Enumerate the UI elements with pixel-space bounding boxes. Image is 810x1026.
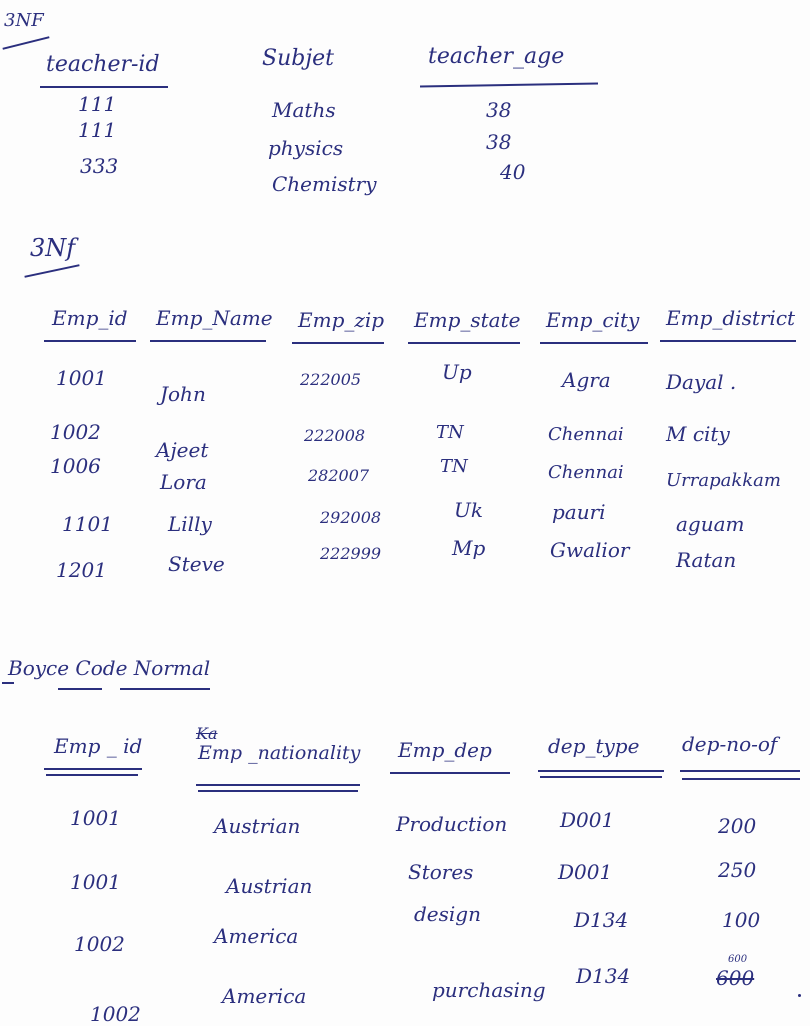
header-emp-dep: Emp_dep (398, 738, 492, 762)
cell-emp-dep: Stores (408, 860, 474, 884)
cell-dep-type: D134 (574, 908, 629, 932)
cell-teacher-age: 38 (486, 130, 512, 154)
cell-dep-type: D134 (576, 964, 631, 988)
cell-teacher-id: 333 (80, 154, 119, 178)
cell-emp-city: Chennai (548, 424, 624, 445)
header-emp-nationality: Emp _nationality (198, 742, 361, 764)
cell-emp-district: Dayal . (666, 370, 737, 394)
cell-emp-district: Ratan (676, 548, 737, 572)
cell-emp-id: 1001 (70, 806, 121, 830)
cell-emp-id: 1001 (56, 366, 107, 390)
cell-dep-type: D001 (558, 860, 613, 884)
cell-emp-zip: 222008 (304, 426, 366, 445)
title-underline (2, 36, 49, 50)
cell-teacher-age: 38 (486, 98, 512, 122)
cell-emp-name: John (160, 382, 206, 406)
cell-emp-dep: Production (396, 812, 508, 836)
header-emp-id: Emp_id (52, 306, 128, 330)
cell-dep-no: 100 (722, 908, 761, 932)
cell-emp-nationality: America (222, 984, 307, 1008)
cell-subject: Chemistry (272, 172, 377, 196)
cell-emp-dep: design (414, 902, 481, 926)
header-underline (44, 340, 136, 342)
cell-emp-id: 1006 (50, 454, 101, 478)
header-underline (540, 776, 662, 778)
header-underline (420, 82, 598, 87)
cell-emp-name: Lilly (168, 512, 212, 536)
header-underline (390, 772, 510, 774)
cell-emp-nationality: Austrian (226, 874, 313, 898)
header-emp-city: Emp_city (546, 308, 640, 332)
cell-emp-dep: purchasing (432, 978, 546, 1002)
cell-emp-nationality: Austrian (214, 814, 301, 838)
section-title: 3Nf (30, 234, 76, 262)
cell-emp-zip: 282007 (308, 466, 370, 485)
header-underline (408, 342, 520, 344)
header-emp-id: Emp _ id (54, 734, 143, 758)
struck-word: Ka (196, 724, 218, 743)
header-underline (680, 770, 800, 772)
header-underline (682, 778, 800, 780)
correction-note: 600 (728, 954, 748, 965)
cell-emp-city: Gwalior (550, 538, 630, 562)
cell-emp-city: Agra (562, 368, 611, 392)
header-emp-zip: Emp_zip (298, 308, 385, 332)
header-emp-district: Emp_district (666, 306, 796, 330)
cell-emp-nationality: America (214, 924, 299, 948)
cell-emp-state: Up (442, 360, 472, 384)
header-underline (46, 774, 138, 776)
ink-dot (798, 994, 801, 997)
cell-emp-district: aguam (676, 512, 745, 536)
header-underline (196, 784, 360, 786)
header-emp-state: Emp_state (414, 308, 521, 332)
cell-emp-district: M city (666, 422, 730, 446)
header-underline (660, 340, 796, 342)
header-underline (40, 86, 168, 88)
cell-emp-name: Ajeet (156, 438, 209, 462)
header-dep-no-of: dep-no-of (682, 732, 778, 756)
header-underline (292, 342, 384, 344)
cell-teacher-id: 111 (78, 92, 117, 116)
cell-teacher-age: 40 (500, 160, 526, 184)
cell-emp-id: 1201 (56, 558, 107, 582)
cell-emp-name: Steve (168, 552, 225, 576)
cell-dep-no: 600 (716, 966, 755, 990)
cell-emp-zip: 292008 (320, 508, 382, 527)
title-underline (58, 688, 102, 690)
cell-emp-state: TN (440, 456, 468, 477)
cell-dep-no: 250 (718, 858, 757, 882)
header-emp-name: Emp_Name (156, 306, 273, 330)
title-underline (2, 682, 14, 684)
cell-emp-city: pauri (552, 500, 606, 524)
header-underline (538, 770, 664, 772)
cell-emp-id: 1002 (74, 932, 125, 956)
cell-subject: physics (268, 136, 344, 160)
title-underline (24, 264, 79, 278)
cell-dep-no: 200 (718, 814, 757, 838)
header-subject: Subjet (262, 46, 335, 71)
cell-emp-state: Mp (452, 536, 486, 560)
cell-emp-state: TN (436, 422, 464, 443)
header-dep-type: dep_type (548, 734, 640, 758)
header-teacher-id: teacher-id (46, 52, 160, 77)
cell-teacher-id: 111 (78, 118, 117, 142)
cell-emp-state: Uk (454, 498, 483, 522)
header-teacher-age: teacher_age (428, 44, 565, 69)
cell-subject: Maths (272, 98, 336, 122)
cell-emp-id: 1002 (90, 1002, 141, 1026)
header-underline (44, 768, 142, 770)
cell-emp-id: 1002 (50, 420, 101, 444)
cell-emp-id: 1101 (62, 512, 113, 536)
cell-emp-zip: 222005 (300, 370, 362, 389)
cell-emp-city: Chennai (548, 462, 624, 483)
header-underline (198, 790, 358, 792)
section-title: 3NF (4, 10, 44, 31)
cell-emp-id: 1001 (70, 870, 121, 894)
header-underline (150, 340, 266, 342)
cell-emp-name: Lora (160, 470, 207, 494)
header-underline (540, 342, 648, 344)
cell-emp-zip: 222999 (320, 544, 382, 563)
title-underline (120, 688, 210, 690)
section-title: Boyce Code Normal (8, 656, 211, 680)
cell-dep-type: D001 (560, 808, 615, 832)
cell-emp-district: Urrapakkam (666, 470, 781, 491)
